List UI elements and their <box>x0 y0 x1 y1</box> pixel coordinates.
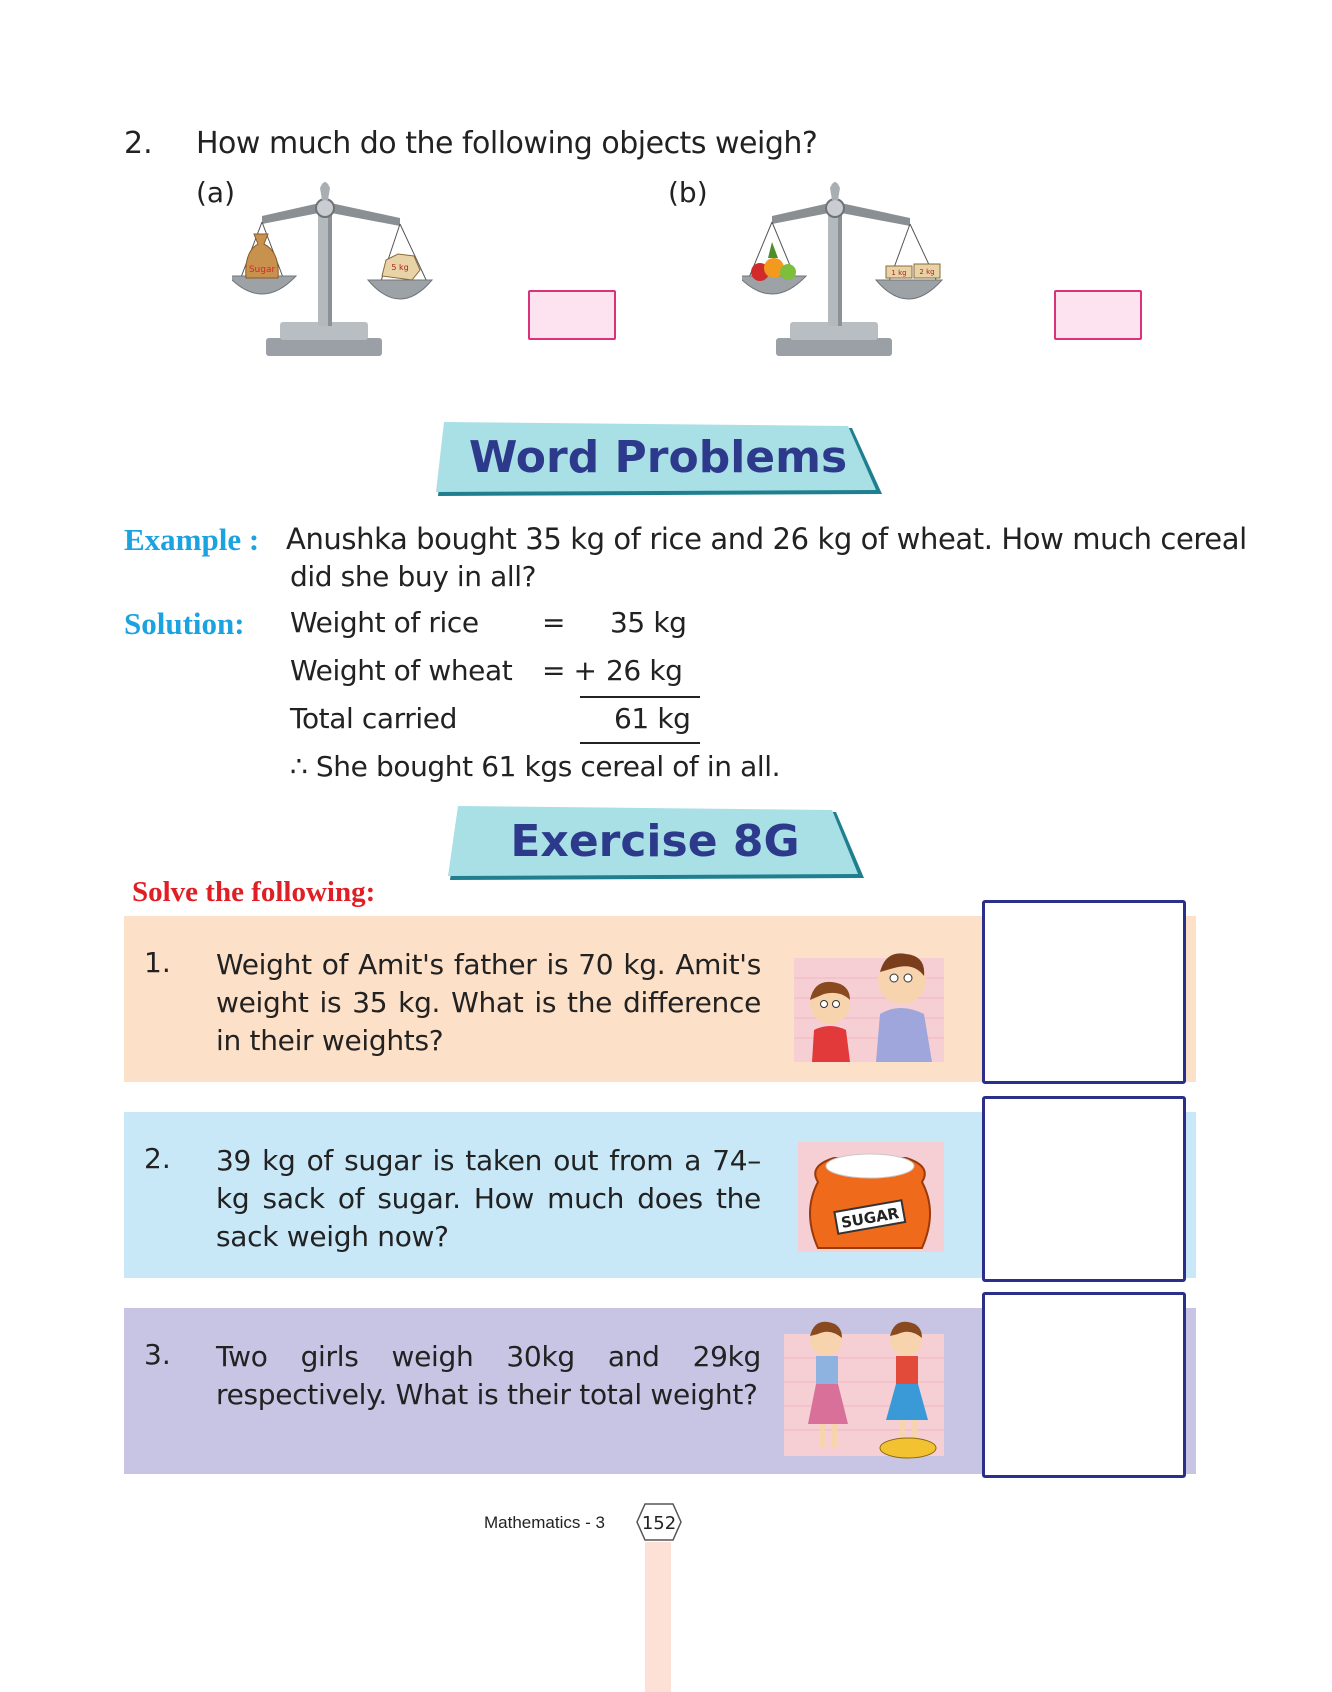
sum-rule-bottom <box>580 742 700 744</box>
page-number: 152 <box>641 1513 677 1534</box>
weight-5kg-label: 5 kg <box>391 263 409 272</box>
footer-subject: Mathematics - 3 <box>484 1513 605 1532</box>
example-line-1: Anushka bought 35 kg of rice and 26 kg of wheat. How much cereal <box>286 522 1247 556</box>
word-problems-title: Word Problems <box>468 432 848 483</box>
answer-box-exercise-2[interactable] <box>982 1096 1186 1282</box>
wheat-op: = + <box>542 654 597 687</box>
wheat-label: Weight of wheat <box>290 654 513 687</box>
exercise-item-text: 39 kg of sugar is taken out from a 74–kg sack of sugar. How much does the sack weigh now? <box>216 1144 761 1253</box>
exercise-item-number: 3. <box>144 1338 171 1371</box>
question-number: 2. <box>124 126 153 161</box>
exercise-item-number: 1. <box>144 946 171 979</box>
exercise-item-text: Two girls weigh 30kg and 29kg respectively. What is their total weight? <box>216 1340 761 1411</box>
weight-2kg-label: 2 kg <box>919 268 935 276</box>
total-value: 61 kg <box>614 702 691 735</box>
exercise-item-number: 2. <box>144 1142 171 1175</box>
exercise-item-text: Weight of Amit's father is 70 kg. Amit's weight is 35 kg. What is the difference in their weights? <box>216 948 761 1057</box>
solution-label: Solution: <box>124 606 245 641</box>
example-line-2: did she buy in all? <box>290 560 537 593</box>
sugar-sack-illustration <box>798 1142 944 1252</box>
father-son-illustration <box>794 944 944 1062</box>
sack-label: SUGAR <box>839 1204 901 1232</box>
sugar-bag-label: Sugar <box>248 265 276 275</box>
answer-box-b[interactable] <box>1054 290 1142 340</box>
rice-op: = <box>542 606 566 639</box>
two-girls-illustration <box>780 1314 950 1470</box>
word-problems-banner <box>432 420 884 502</box>
part-a-label: (a) <box>196 176 236 209</box>
exercise-banner <box>446 804 864 886</box>
conclusion: ∴ She bought 61 kgs cereal of in all. <box>290 750 781 783</box>
exercise-title: Exercise 8G <box>510 816 800 867</box>
answer-box-a[interactable] <box>528 290 616 340</box>
wheat-value: 26 kg <box>606 654 683 687</box>
answer-box-exercise-3[interactable] <box>982 1292 1186 1478</box>
page-number-badge <box>636 1502 682 1542</box>
balance-scale-b-illustration <box>742 172 978 362</box>
part-b-label: (b) <box>668 176 708 209</box>
question-text: How much do the following objects weigh? <box>196 126 818 161</box>
balance-scale-a-illustration <box>232 172 468 362</box>
total-label: Total carried <box>290 702 457 735</box>
sum-rule-top <box>580 696 700 698</box>
answer-box-exercise-1[interactable] <box>982 900 1186 1084</box>
rice-label: Weight of rice <box>290 606 479 639</box>
rice-value: 35 kg <box>610 606 687 639</box>
example-label: Example : <box>124 522 260 557</box>
page-tab <box>645 1542 671 1692</box>
instruction-heading: Solve the following: <box>132 876 376 908</box>
weight-1kg-label: 1 kg <box>891 269 907 277</box>
